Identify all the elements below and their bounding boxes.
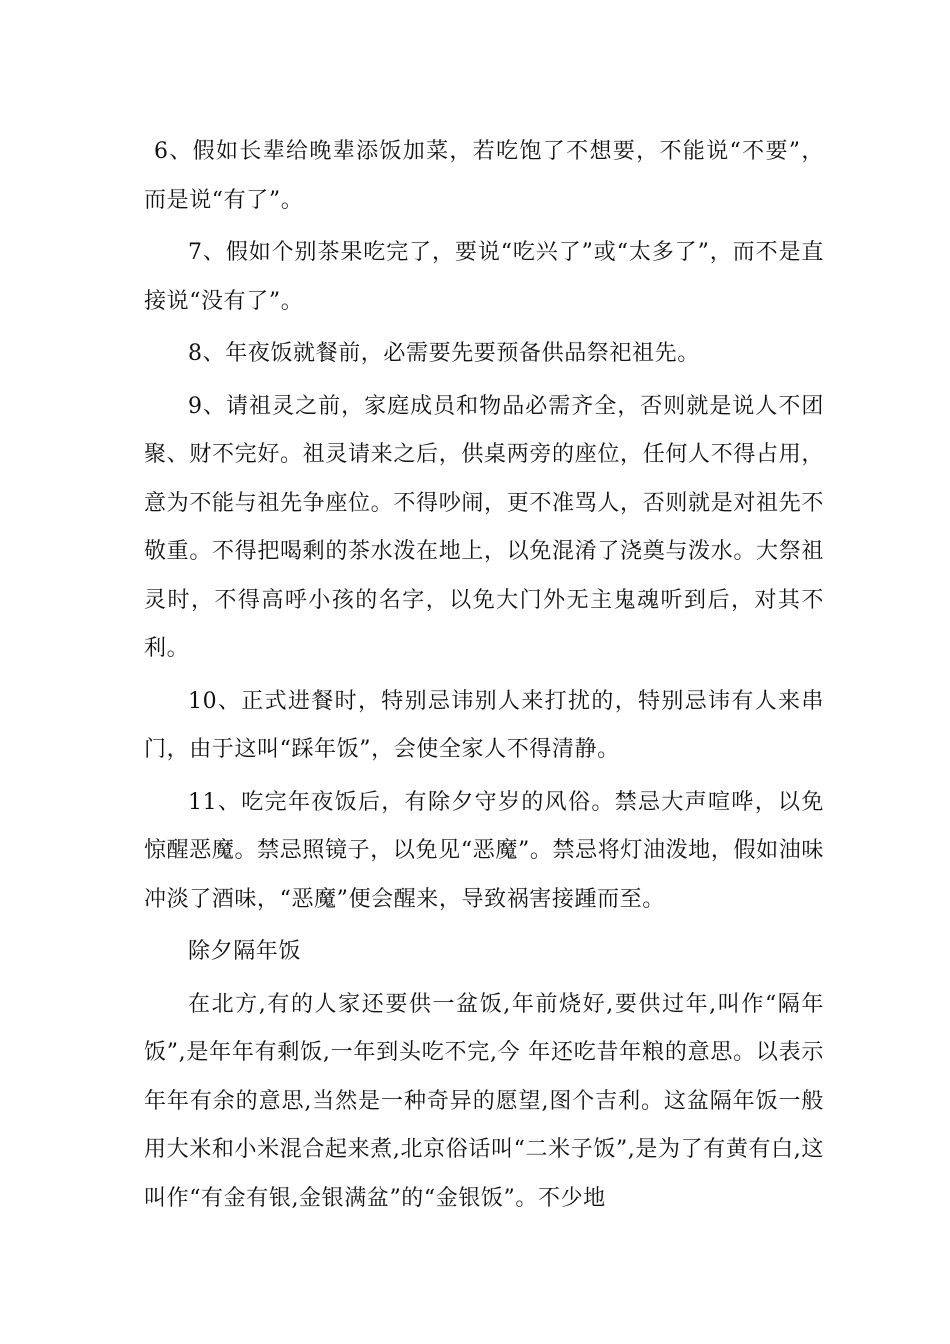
paragraph-item-8: 8、年夜饭就餐前，必需要先要预备供品祭祀祖先。 <box>188 341 700 366</box>
paragraph-item-7: 7、假如个别茶果吃完了，要说“吃兴了”或“太多了”，而不是直接说“没有了”。 <box>144 240 824 314</box>
paragraph-item-10: 10、正式进餐时，特别忌讳别人来打扰的，特别忌讳有人来串门，由于这叫“踩年饭”，会使全家人不得清静。 <box>144 688 824 762</box>
section-heading: 除夕隔年饭 <box>188 939 302 964</box>
paragraph-item-9: 9、请祖灵之前，家庭成员和物品必需齐全，否则就是说人不团聚、财不完好。祖灵请来之后，供桌两旁的座位，任何人不得占用，意为不能与祖先争座位。不得吵闹，更不准骂人，否则就是对祖先不敬重。不得把喝剩的茶水泼在地上，以免混淆了浇奠与泼水。大祭祖灵时，不得高呼小孩的名字，以免大门外无主鬼魂听到后，对其不利。 <box>144 393 824 661</box>
paragraph-item-11: 11、吃完年夜饭后，有除夕守岁的风俗。禁忌大声喧哗，以免惊醒恶魔。禁忌照镜子，以免见“恶魔”。禁忌将灯油泼地，假如油味冲淡了酒味，“恶魔”便会醒来，导致祸害接踵而至。 <box>144 789 824 912</box>
paragraph-body: 在北方,有的人家还要供一盆饭,年前烧好,要供过年,叫作“隔年饭”,是年年有剩饭,一年到头吃不完,今 年还吃昔年粮的意思。以表示年年有余的意思,当然是一种奇异的愿望,图个吉利。这盆隔年饭一般用大米和小米混合起来煮,北京俗话叫“二米子饭”,是为了有黄有白,这叫作“有金有银,金银满盆”的“金银饭”。不少地 <box>144 991 824 1211</box>
document-body <box>144 128 824 1227</box>
paragraph-item-6: 6、假如长辈给晚辈添饭加菜，若吃饱了不想要，不能说“不要”，而是说“有了”。 <box>144 139 824 213</box>
